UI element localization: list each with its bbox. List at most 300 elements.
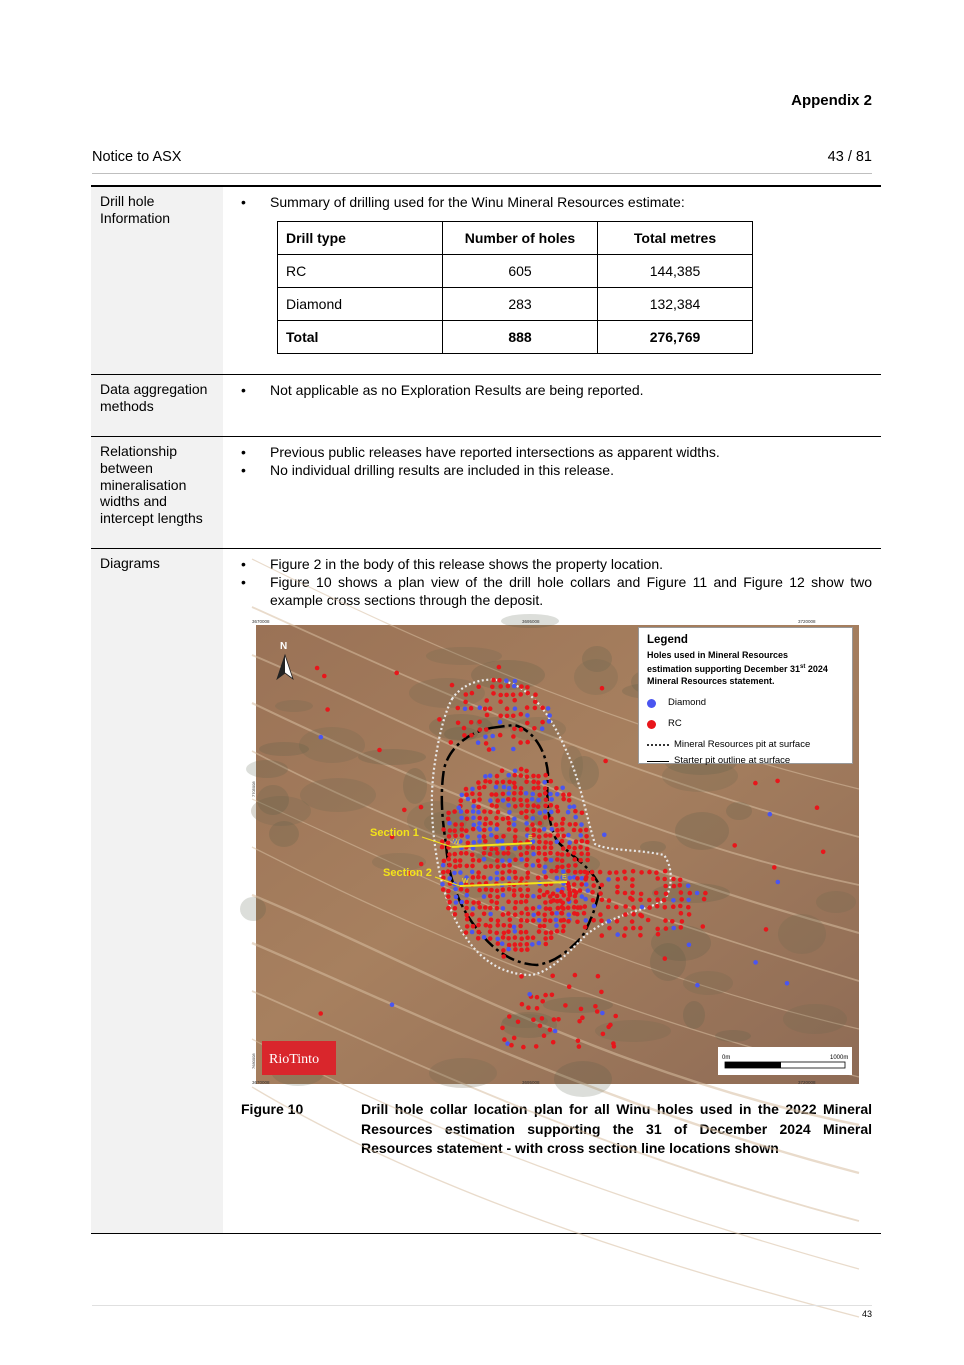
legend-item-rc bbox=[647, 718, 844, 730]
diamond-hole bbox=[578, 833, 583, 838]
rc-hole bbox=[471, 924, 476, 929]
rc-hole bbox=[524, 899, 529, 904]
rc-hole bbox=[519, 712, 524, 717]
rc-hole bbox=[491, 678, 496, 683]
rc-hole bbox=[513, 947, 518, 952]
diamond-hole bbox=[500, 839, 505, 844]
rc-hole bbox=[519, 911, 524, 916]
rc-hole bbox=[484, 923, 489, 928]
rc-hole bbox=[561, 797, 566, 802]
diamond-hole bbox=[506, 947, 511, 952]
rc-hole bbox=[543, 804, 548, 809]
diamond-hole bbox=[498, 720, 503, 725]
rc-hole bbox=[497, 665, 502, 670]
table-row bbox=[278, 255, 753, 288]
rc-hole bbox=[549, 930, 554, 935]
rc-hole bbox=[495, 906, 500, 911]
rc-hole bbox=[442, 859, 447, 864]
rc-hole bbox=[488, 780, 493, 785]
rc-hole bbox=[606, 905, 611, 910]
diamond-hole bbox=[465, 893, 470, 898]
diamond-hole bbox=[542, 870, 547, 875]
diamond-hole bbox=[501, 906, 506, 911]
rc-hole bbox=[552, 1017, 557, 1022]
diamond-hole bbox=[549, 810, 554, 815]
rc-hole bbox=[531, 774, 536, 779]
rc-hole bbox=[513, 912, 518, 917]
diamond-hole bbox=[554, 911, 559, 916]
diamond-hole bbox=[512, 822, 517, 827]
rc-hole bbox=[577, 1044, 582, 1049]
rc-hole bbox=[579, 882, 584, 887]
rc-hole bbox=[471, 827, 476, 832]
rc-hole bbox=[502, 1037, 507, 1042]
rc-hole bbox=[496, 941, 501, 946]
rc-hole bbox=[534, 1044, 539, 1049]
rc-hole bbox=[555, 805, 560, 810]
criteria-table bbox=[91, 185, 881, 1234]
rc-hole bbox=[631, 926, 636, 931]
rc-hole bbox=[496, 923, 501, 928]
rc-hole bbox=[533, 700, 538, 705]
rc-hole bbox=[543, 840, 548, 845]
diamond-hole bbox=[549, 797, 554, 802]
rc-hole bbox=[532, 726, 537, 731]
legend-subtitle bbox=[647, 649, 844, 687]
figure-caption-text: Drill hole collar location plan for all Winu holes used in the 2022 Mineral Resources estimation supporting the 31 of December 2024 Mineral Resources statement - with cross section line locations shown bbox=[361, 1101, 872, 1156]
rc-hole bbox=[518, 846, 523, 851]
rc-hole bbox=[616, 877, 621, 882]
rc-hole bbox=[488, 810, 493, 815]
rc-hole bbox=[465, 888, 470, 893]
rc-hole bbox=[513, 857, 518, 862]
rc-hole bbox=[536, 804, 541, 809]
rc-hole bbox=[478, 727, 483, 732]
rc-hole bbox=[446, 841, 451, 846]
rc-hole bbox=[459, 851, 464, 856]
diamond-hole bbox=[519, 857, 524, 862]
rc-hole bbox=[686, 905, 691, 910]
rc-hole bbox=[519, 852, 524, 857]
rc-hole bbox=[536, 859, 541, 864]
rc-hole bbox=[447, 900, 452, 905]
diamond-hole bbox=[531, 852, 536, 857]
rc-hole bbox=[489, 918, 494, 923]
rc-hole bbox=[543, 791, 548, 796]
rc-hole bbox=[613, 1014, 618, 1019]
diamond-hole bbox=[507, 786, 512, 791]
rc-hole bbox=[315, 666, 320, 671]
rc-hole bbox=[524, 930, 529, 935]
rc-hole bbox=[498, 699, 503, 704]
rc-hole bbox=[566, 852, 571, 857]
rc-hole bbox=[583, 904, 588, 909]
rc-hole bbox=[518, 740, 523, 745]
diamond-hole bbox=[471, 804, 476, 809]
rc-hole bbox=[524, 769, 529, 774]
rc-hole bbox=[482, 834, 487, 839]
rc-hole bbox=[509, 1043, 514, 1048]
rc-hole bbox=[484, 887, 489, 892]
rc-hole bbox=[453, 906, 458, 911]
rc-hole bbox=[671, 904, 676, 909]
rc-hole bbox=[440, 845, 445, 850]
rc-hole bbox=[518, 692, 523, 697]
diamond-hole bbox=[491, 747, 496, 752]
rc-hole bbox=[494, 847, 499, 852]
diamond-hole bbox=[606, 877, 611, 882]
rc-hole bbox=[447, 852, 452, 857]
col-header: Total metres bbox=[598, 222, 753, 255]
diamond-hole bbox=[488, 827, 493, 832]
rc-hole bbox=[623, 912, 628, 917]
rc-hole bbox=[631, 869, 636, 874]
diamond-hole bbox=[478, 705, 483, 710]
rc-hole bbox=[573, 870, 578, 875]
rc-hole bbox=[489, 847, 494, 852]
vegetation-patch bbox=[675, 812, 729, 850]
rc-hole bbox=[469, 706, 474, 711]
rc-hole bbox=[567, 792, 572, 797]
rc-hole bbox=[598, 912, 603, 917]
rc-hole bbox=[502, 923, 507, 928]
diamond-hole bbox=[695, 983, 700, 988]
rc-hole bbox=[583, 925, 588, 930]
rc-hole bbox=[441, 827, 446, 832]
coord-top: 3670008 bbox=[252, 619, 270, 624]
rc-hole bbox=[465, 924, 470, 929]
rc-hole bbox=[437, 717, 442, 722]
rc-hole bbox=[560, 839, 565, 844]
rc-hole bbox=[470, 912, 475, 917]
diamond-hole bbox=[753, 960, 758, 965]
rc-hole bbox=[470, 791, 475, 796]
rc-hole bbox=[600, 933, 605, 938]
diamond-hole bbox=[550, 827, 555, 832]
rc-hole bbox=[476, 875, 481, 880]
rc-hole bbox=[508, 923, 513, 928]
rc-hole bbox=[647, 898, 652, 903]
drill-collar-map bbox=[252, 619, 859, 1084]
rc-hole bbox=[489, 888, 494, 893]
rc-hole bbox=[639, 870, 644, 875]
diamond-hole bbox=[512, 817, 517, 822]
rc-hole bbox=[578, 888, 583, 893]
rc-hole bbox=[537, 834, 542, 839]
row-label: Data aggregation methods bbox=[91, 375, 223, 436]
rc-hole bbox=[498, 733, 503, 738]
rc-hole bbox=[574, 899, 579, 904]
rc-hole bbox=[538, 821, 543, 826]
rc-hole bbox=[511, 692, 516, 697]
rc-hole bbox=[498, 693, 503, 698]
rc-hole bbox=[464, 851, 469, 856]
rc-hole bbox=[584, 834, 589, 839]
rc-hole bbox=[591, 883, 596, 888]
rc-hole bbox=[458, 864, 463, 869]
rc-hole bbox=[560, 821, 565, 826]
rc-hole bbox=[573, 973, 578, 978]
section-1-label: Section 1 bbox=[370, 827, 419, 839]
rc-hole bbox=[566, 905, 571, 910]
rc-hole bbox=[543, 786, 548, 791]
diamond-hole bbox=[548, 792, 553, 797]
rc-hole bbox=[543, 857, 548, 862]
rc-hole bbox=[664, 892, 669, 897]
rc-hole bbox=[670, 919, 675, 924]
rc-hole bbox=[477, 918, 482, 923]
rc-hole bbox=[494, 816, 499, 821]
bullet-item: • Figure 2 in the body of this release shows the property location. bbox=[241, 555, 872, 573]
rc-hole bbox=[555, 851, 560, 856]
rc-hole bbox=[702, 897, 707, 902]
rc-hole bbox=[556, 906, 561, 911]
rc-hole bbox=[573, 822, 578, 827]
rc-hole bbox=[495, 798, 500, 803]
diamond-hole bbox=[586, 888, 591, 893]
scale-end: 1000m bbox=[830, 1055, 849, 1061]
rc-hole bbox=[519, 918, 524, 923]
rc-hole bbox=[531, 935, 536, 940]
rc-hole bbox=[322, 674, 327, 679]
drilling-summary-table bbox=[277, 221, 753, 354]
diamond-hole bbox=[572, 804, 577, 809]
section-2-label: Section 2 bbox=[383, 867, 432, 879]
diamond-hole bbox=[471, 809, 476, 814]
rc-hole bbox=[579, 1007, 584, 1012]
table-cell: 605 bbox=[443, 255, 598, 288]
diamond-hole bbox=[459, 816, 464, 821]
rc-hole bbox=[544, 797, 549, 802]
rc-hole bbox=[518, 942, 523, 947]
diamond-hole bbox=[543, 865, 548, 870]
rc-hole bbox=[639, 892, 644, 897]
rc-hole bbox=[488, 924, 493, 929]
rc-hole bbox=[753, 781, 758, 786]
rc-hole bbox=[615, 885, 620, 890]
rc-hole bbox=[561, 846, 566, 851]
rc-hole bbox=[544, 942, 549, 947]
diamond-hole bbox=[460, 900, 465, 905]
rc-hole bbox=[513, 906, 518, 911]
diamond-hole bbox=[458, 870, 463, 875]
rc-hole bbox=[598, 891, 603, 896]
rc-hole bbox=[476, 684, 481, 689]
rc-hole bbox=[586, 852, 591, 857]
rc-hole bbox=[549, 779, 554, 784]
rc-hole bbox=[601, 1032, 606, 1037]
rc-hole bbox=[575, 920, 580, 925]
diamond-hole bbox=[471, 815, 476, 820]
rc-hole bbox=[511, 734, 516, 739]
rc-hole bbox=[471, 875, 476, 880]
rc-hole bbox=[577, 1019, 582, 1024]
rc-hole bbox=[663, 918, 668, 923]
diamond-hole bbox=[476, 810, 481, 815]
rc-hole bbox=[506, 684, 511, 689]
rc-hole bbox=[701, 924, 706, 929]
legend-subtitle-line: Mineral Resources statement. bbox=[647, 676, 775, 686]
diamond-hole bbox=[447, 876, 452, 881]
rc-hole bbox=[521, 1045, 526, 1050]
solid-line-icon bbox=[647, 761, 669, 762]
rc-hole bbox=[512, 781, 517, 786]
rc-hole bbox=[531, 780, 536, 785]
diamond-hole bbox=[511, 747, 516, 752]
rc-hole bbox=[525, 942, 530, 947]
diamond-hole bbox=[566, 833, 571, 838]
vegetation-patch bbox=[510, 717, 566, 741]
rc-hole bbox=[453, 822, 458, 827]
diamond-hole bbox=[547, 713, 552, 718]
rc-hole bbox=[526, 691, 531, 696]
rc-hole bbox=[477, 786, 482, 791]
bullet-item: • No individual drilling results are included in this release. bbox=[241, 461, 872, 479]
diamond-hole bbox=[555, 839, 560, 844]
rc-hole bbox=[318, 1011, 323, 1016]
rc-hole bbox=[543, 900, 548, 905]
rc-hole bbox=[536, 911, 541, 916]
diamond-hole bbox=[554, 923, 559, 928]
coord-bottom: 3670008 bbox=[252, 1080, 270, 1085]
rc-hole bbox=[465, 913, 470, 918]
rc-hole bbox=[600, 686, 605, 691]
rc-hole bbox=[585, 847, 590, 852]
diamond-hole bbox=[494, 827, 499, 832]
rc-hole bbox=[460, 833, 465, 838]
rc-hole bbox=[540, 999, 545, 1004]
rc-hole bbox=[772, 865, 777, 870]
legend-item-label: Mineral Resources pit at surface bbox=[674, 739, 811, 750]
rc-hole bbox=[538, 1024, 543, 1029]
diamond-hole bbox=[513, 679, 518, 684]
diamond-hole bbox=[477, 839, 482, 844]
rc-hole bbox=[630, 883, 635, 888]
diamond-hole bbox=[482, 857, 487, 862]
rc-hole bbox=[524, 809, 529, 814]
legend-item-diamond bbox=[647, 697, 844, 709]
rc-hole bbox=[608, 1023, 613, 1028]
rc-hole bbox=[508, 918, 513, 923]
rc-hole bbox=[591, 898, 596, 903]
rc-hole bbox=[662, 877, 667, 882]
rc-hole bbox=[483, 779, 488, 784]
rc-hole bbox=[555, 865, 560, 870]
table-cell: 132,384 bbox=[598, 288, 753, 321]
rc-hole bbox=[477, 888, 482, 893]
diamond-hole bbox=[513, 846, 518, 851]
diamond-hole bbox=[547, 719, 552, 724]
vegetation-patch bbox=[554, 1061, 612, 1097]
rc-hole bbox=[578, 870, 583, 875]
diamond-hole bbox=[457, 805, 462, 810]
legend-subtitle-line: estimation supporting December 31 bbox=[647, 664, 801, 674]
vegetation-patch bbox=[403, 768, 427, 804]
diamond-hole bbox=[441, 863, 446, 868]
rc-hole bbox=[495, 851, 500, 856]
rc-hole bbox=[402, 808, 407, 813]
rc-hole bbox=[464, 787, 469, 792]
rc-hole bbox=[583, 870, 588, 875]
diamond-hole bbox=[488, 912, 493, 917]
rc-hole bbox=[630, 877, 635, 882]
diamond-hole bbox=[459, 809, 464, 814]
rc-hole bbox=[488, 936, 493, 941]
rc-hole bbox=[505, 706, 510, 711]
diamond-hole bbox=[527, 992, 532, 997]
rc-hole bbox=[551, 1040, 556, 1045]
rc-hole bbox=[656, 932, 661, 937]
diamond-hole bbox=[512, 925, 517, 930]
rc-hole bbox=[548, 907, 553, 912]
rc-hole bbox=[540, 1016, 545, 1021]
rc-hole bbox=[501, 834, 506, 839]
rc-hole bbox=[591, 918, 596, 923]
vegetation-patch bbox=[778, 914, 826, 954]
rc-hole bbox=[500, 870, 505, 875]
vegetation-patch bbox=[275, 700, 313, 712]
vegetation-patch bbox=[358, 749, 426, 765]
rc-hole bbox=[579, 851, 584, 856]
rc-hole bbox=[536, 780, 541, 785]
scale-start: 0m bbox=[722, 1055, 731, 1061]
rc-hole bbox=[623, 891, 628, 896]
rc-hole bbox=[611, 1041, 616, 1046]
diamond-hole bbox=[568, 876, 573, 881]
diamond-hole bbox=[530, 797, 535, 802]
diamond-hole bbox=[460, 793, 465, 798]
rc-hole bbox=[655, 904, 660, 909]
rc-hole bbox=[519, 767, 524, 772]
rc-hole bbox=[566, 869, 571, 874]
diamond-hole bbox=[553, 1029, 558, 1034]
rc-hole bbox=[469, 720, 474, 725]
rc-hole bbox=[732, 843, 737, 848]
rc-hole bbox=[572, 882, 577, 887]
rc-hole bbox=[538, 924, 543, 929]
rc-hole bbox=[544, 875, 549, 880]
table-cell: Diamond bbox=[278, 288, 443, 321]
rc-hole bbox=[477, 797, 482, 802]
rc-hole bbox=[623, 876, 628, 881]
rc-hole bbox=[568, 822, 573, 827]
rc-hole bbox=[462, 733, 467, 738]
rc-hole bbox=[525, 947, 530, 952]
rc-hole bbox=[456, 706, 461, 711]
rc-hole bbox=[500, 876, 505, 881]
rc-hole bbox=[663, 884, 668, 889]
rc-hole bbox=[638, 926, 643, 931]
rc-hole bbox=[489, 899, 494, 904]
rc-hole bbox=[576, 905, 581, 910]
diamond-hole bbox=[465, 835, 470, 840]
rc-hole bbox=[526, 1005, 531, 1010]
rc-hole bbox=[530, 822, 535, 827]
rc-hole bbox=[512, 888, 517, 893]
rc-hole bbox=[514, 900, 519, 905]
row-content bbox=[223, 549, 881, 1233]
diamond-hole bbox=[542, 827, 547, 832]
rc-hole bbox=[578, 858, 583, 863]
rc-hole bbox=[560, 905, 565, 910]
rc-hole bbox=[513, 785, 518, 790]
diamond-hole bbox=[440, 882, 445, 887]
rc-hole bbox=[513, 935, 518, 940]
rc-hole bbox=[525, 827, 530, 832]
rc-hole bbox=[525, 875, 530, 880]
vegetation-patch bbox=[561, 746, 583, 784]
rc-hole bbox=[446, 869, 451, 874]
